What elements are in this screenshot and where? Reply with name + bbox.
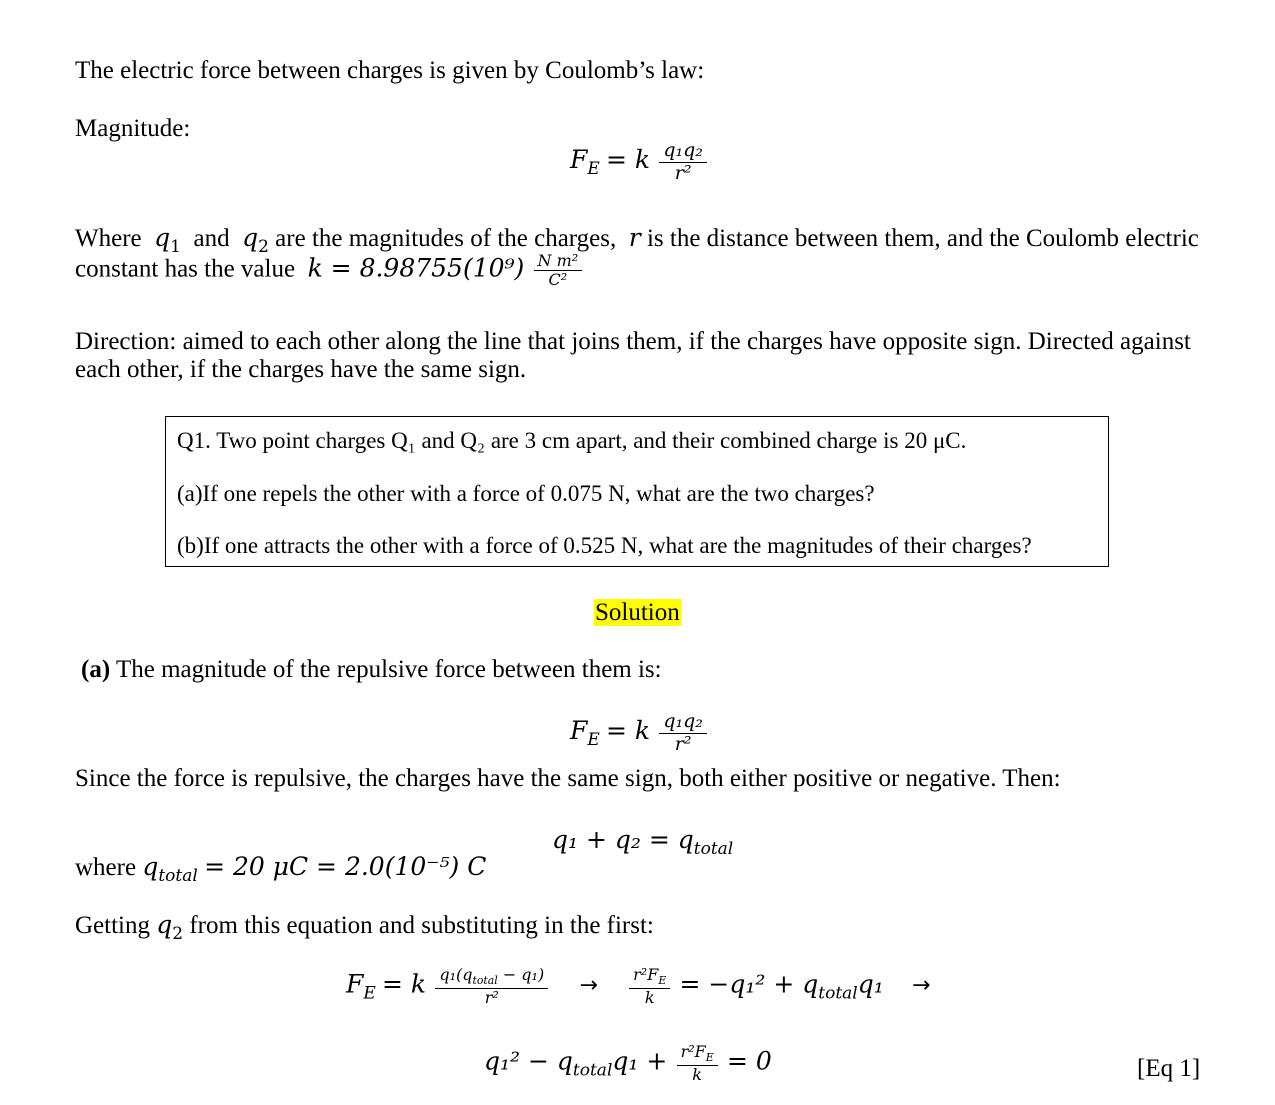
question-b: (b)If one attracts the other with a force of 0.525 N, what are the magnitudes of their charges?: [177, 533, 1032, 558]
formula-lhs-sub: E: [587, 159, 600, 180]
formula-fraction: [659, 140, 707, 185]
deriv-denominator: r²: [484, 987, 499, 1007]
where-total-q: q: [142, 852, 159, 881]
rhs-num-main: r²F: [633, 965, 659, 984]
formula-equals-k: = k: [606, 145, 651, 175]
q1-symbol: q: [154, 223, 171, 252]
final-lhs: q₁² − q: [484, 1046, 573, 1076]
question-a: (a)If one repels the other with a force of 0.075 N, what are the two charges?: [177, 481, 875, 506]
rhs-numerator: [629, 966, 670, 989]
q1-sub: 1: [170, 237, 181, 257]
magnitude-label: Magnitude:: [75, 115, 191, 142]
final-equation: [484, 1043, 772, 1084]
formula2-equals-k: = k: [606, 716, 651, 746]
formula-numerator: q₁q₂: [659, 140, 707, 163]
deriv-fraction: [435, 966, 548, 1007]
sum-equation-sub: total: [693, 839, 734, 859]
formula-lhs: F: [570, 145, 588, 175]
solution-heading: [594, 599, 681, 628]
final-sub: total: [572, 1060, 613, 1081]
constant-text: constant has the value: [75, 255, 296, 283]
part-a-label: (a): [81, 656, 111, 683]
formula2-denominator: r²: [674, 732, 692, 755]
formula2-fraction: [659, 711, 707, 756]
getting-text: from this equation and substituting in the first:: [189, 912, 654, 939]
where-total-value: = 20 μC = 2.0(10⁻⁵) C: [204, 852, 487, 881]
rhs-fraction: [629, 966, 670, 1007]
part-a-text: The magnitude of the repulsive force between them is:: [115, 656, 662, 683]
right-arrow-icon-2: →: [912, 973, 931, 999]
formula-denominator: r²: [674, 161, 692, 184]
rhs-denominator: k: [644, 987, 655, 1007]
solution-heading-text: Solution: [595, 599, 680, 626]
right-arrow-icon: →: [579, 973, 598, 999]
question-q1: Q1. Two point charges Q₁ and Q₂ are 3 cm apart, and their combined charge is 20 μC.: [177, 428, 967, 453]
equation-label: [Eq 1]: [1137, 1055, 1201, 1082]
derivation-line: [346, 966, 952, 1007]
deriv-fe-sub: E: [363, 983, 376, 1004]
and-word: and: [193, 225, 230, 252]
where-text-2: are the magnitudes of the charges,: [275, 225, 617, 252]
where-total-word: where: [75, 854, 137, 881]
where-word: Where: [75, 225, 142, 252]
sum-equation: [552, 826, 733, 860]
rhs-expression: = −q₁² + q: [679, 969, 819, 999]
where-total-sub: total: [158, 866, 198, 886]
rhs-end: q₁: [857, 969, 884, 999]
r-symbol: r: [628, 223, 641, 252]
intro-sentence: The electric force between charges is given by Coulomb’s law:: [75, 57, 705, 84]
formula2-lhs-sub: E: [587, 730, 600, 751]
k-value: k = 8.98755(10⁹): [307, 253, 525, 283]
coulomb-formula-2: [570, 711, 710, 756]
q2-symbol: q: [242, 223, 259, 252]
rhs-sub: total: [818, 983, 858, 1004]
question-box: [165, 416, 1109, 567]
final-num-main: r²F: [680, 1042, 706, 1061]
direction-line-1: Direction: aimed to each other along the line that joins them, if the charges have opposite sign. Directed against: [75, 328, 1191, 355]
deriv-numerator: [435, 966, 548, 989]
unit-numerator: N m²: [534, 252, 583, 271]
part-a-line: [81, 656, 662, 685]
final-fraction: [677, 1043, 718, 1084]
unit-denominator: C²: [548, 270, 568, 290]
rhs-num-sub: E: [658, 974, 667, 988]
deriv-k: = k: [382, 969, 427, 999]
where-total-line: [75, 853, 486, 887]
final-rhs: = 0: [726, 1046, 772, 1076]
deriv-num-end: − q₁): [502, 965, 545, 984]
getting-q: q: [156, 910, 173, 939]
final-num-sub: E: [705, 1051, 714, 1065]
final-mid: q₁ +: [612, 1046, 668, 1076]
getting-line: [75, 911, 654, 945]
formula2-lhs: F: [570, 716, 588, 746]
where-text-3: is the distance between them, and the Coulomb electric: [646, 225, 1199, 252]
q2-sub: 2: [258, 237, 269, 257]
unit-fraction: [534, 252, 583, 290]
coulomb-formula: [570, 140, 710, 185]
deriv-num-start: q₁(q: [439, 965, 473, 984]
getting-sub: 2: [172, 924, 184, 944]
formula2-numerator: q₁q₂: [659, 711, 707, 734]
where-line-2: [75, 252, 585, 290]
final-numerator: [677, 1043, 718, 1066]
deriv-num-sub: total: [472, 974, 498, 988]
direction-line-2: each other, if the charges have the same sign.: [75, 356, 527, 383]
final-denominator: k: [692, 1064, 702, 1084]
deriv-fe: F: [346, 969, 364, 999]
repulsive-text: Since the force is repulsive, the charges have the same sign, both either positive or negative. Then:: [75, 765, 1061, 792]
getting-word: Getting: [75, 912, 150, 939]
sum-equation-main: q₁ + q₂ = q: [552, 825, 694, 854]
